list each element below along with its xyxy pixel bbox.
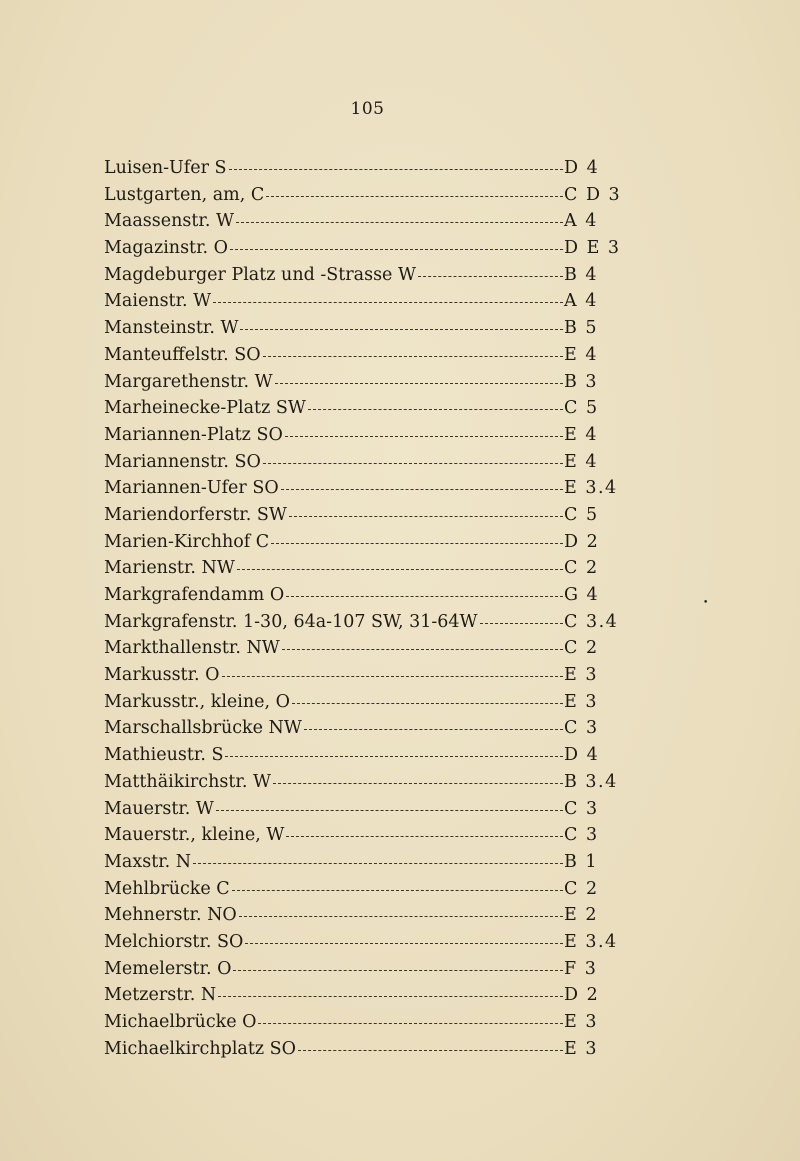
- dot-leader: [304, 729, 563, 730]
- index-entry: [104, 315, 634, 342]
- street-name: Markgrafenstr. 1-30, 64a-107 SW, 31-64W: [104, 611, 478, 632]
- street-name: Mauerstr. W: [104, 798, 214, 819]
- map-grid-reference: C 5: [564, 504, 599, 525]
- index-entry: [104, 982, 634, 1009]
- index-entry: [104, 208, 634, 235]
- map-grid-reference: C 3: [564, 798, 599, 819]
- street-name: Luisen-Ufer S: [104, 158, 227, 178]
- dot-leader: [273, 783, 563, 784]
- map-grid-reference: C D 3: [564, 184, 622, 205]
- map-grid-reference: D 4: [564, 158, 600, 178]
- dot-leader: [222, 676, 563, 677]
- dot-leader: [292, 703, 563, 704]
- page-number: 105: [350, 99, 385, 119]
- index-entry: [104, 422, 634, 449]
- dot-leader: [237, 569, 563, 570]
- index-entry: [104, 796, 634, 823]
- index-entry: [104, 715, 634, 742]
- dot-leader: [233, 970, 563, 971]
- street-name: Mariannen-Platz SO: [104, 424, 283, 445]
- street-index-list: [104, 155, 634, 1062]
- dot-leader: [298, 1050, 563, 1051]
- index-entry: [104, 235, 634, 262]
- dot-leader: [308, 409, 563, 410]
- map-grid-reference: B 3: [564, 371, 599, 392]
- dot-leader: [236, 222, 563, 223]
- dot-leader: [286, 836, 563, 837]
- index-entry: [104, 1009, 634, 1036]
- index-entry: [104, 929, 634, 956]
- index-entry: [104, 769, 634, 796]
- index-entry: [104, 529, 634, 556]
- street-name: Memelerstr. O: [104, 958, 232, 979]
- dot-leader: [282, 649, 563, 650]
- dot-leader: [193, 863, 563, 864]
- index-entry: [104, 849, 634, 876]
- dot-leader: [245, 943, 563, 944]
- street-name: Magazinstr. O: [104, 238, 229, 259]
- map-grid-reference: A 4: [564, 291, 598, 312]
- street-name: Markgrafendamm O: [104, 585, 285, 605]
- dot-leader: [480, 623, 563, 624]
- map-grid-reference: E 4: [564, 344, 598, 365]
- map-grid-reference: C 3: [564, 825, 599, 846]
- street-name: Michaelkirchplatz SO: [104, 1038, 296, 1059]
- street-name: Markusstr. O: [104, 665, 220, 686]
- street-name: Matthäikirchstr. W: [104, 771, 271, 792]
- street-name: Margarethenstr. W: [104, 371, 273, 392]
- dot-leader: [258, 1023, 563, 1024]
- index-entry: [104, 395, 634, 422]
- index-entry: [104, 555, 634, 582]
- index-entry: [104, 956, 634, 983]
- index-entry: [104, 689, 634, 716]
- street-name: Metzerstr. N: [104, 985, 217, 1006]
- street-name: Marheinecke-Platz SW: [104, 398, 306, 419]
- index-entry: [104, 155, 634, 182]
- index-entry: [104, 449, 634, 476]
- map-grid-reference: C 3: [564, 718, 599, 739]
- map-grid-reference: E 3.4: [564, 478, 618, 499]
- map-grid-reference: E 3.4: [564, 931, 618, 952]
- index-entry: [104, 369, 634, 396]
- dot-leader: [216, 810, 563, 811]
- map-grid-reference: F 3: [564, 958, 598, 979]
- map-grid-reference: E 4: [564, 424, 598, 445]
- map-grid-reference: D 4: [564, 745, 600, 766]
- map-grid-reference: E 3: [564, 1012, 598, 1032]
- dot-leader: [230, 249, 563, 250]
- dot-leader: [281, 489, 563, 490]
- dot-leader: [289, 516, 563, 517]
- index-entry: [104, 288, 634, 315]
- street-name: Marienstr. NW: [104, 558, 235, 579]
- index-entry: [104, 582, 634, 609]
- map-grid-reference: D 2: [564, 531, 600, 552]
- dot-leader: [213, 302, 563, 303]
- map-grid-reference: A 4: [564, 211, 598, 232]
- dot-leader: [240, 329, 563, 330]
- dot-leader: [275, 383, 563, 384]
- dot-leader: [218, 996, 563, 997]
- map-grid-reference: E 3: [564, 691, 598, 712]
- map-grid-reference: C 3.4: [564, 611, 619, 632]
- map-grid-reference: E 3: [564, 1038, 598, 1059]
- street-name: Maxstr. N: [104, 851, 192, 872]
- dot-leader: [263, 463, 563, 464]
- index-entry: [104, 742, 634, 769]
- map-grid-reference: B 4: [564, 264, 599, 285]
- dot-leader: [286, 596, 563, 597]
- map-grid-reference: B 3.4: [564, 771, 618, 792]
- map-grid-reference: C 2: [564, 638, 599, 659]
- index-entry: [104, 342, 634, 369]
- map-grid-reference: E 2: [564, 905, 598, 926]
- index-entry: [104, 876, 634, 903]
- margin-mark: •: [703, 598, 709, 608]
- index-entry: [104, 822, 634, 849]
- index-entry: [104, 262, 634, 289]
- index-entry: [104, 502, 634, 529]
- index-entry: [104, 609, 634, 636]
- map-grid-reference: B 5: [564, 318, 599, 339]
- dot-leader: [239, 916, 563, 917]
- map-grid-reference: B 1: [564, 851, 599, 872]
- street-name: Lustgarten, am, C: [104, 184, 265, 205]
- street-name: Mariannenstr. SO: [104, 451, 261, 472]
- map-grid-reference: D 2: [564, 985, 600, 1006]
- street-name: Mehnerstr. NO: [104, 905, 237, 926]
- dot-leader: [263, 356, 563, 357]
- map-grid-reference: C 2: [564, 558, 599, 579]
- street-name: Mauerstr., kleine, W: [104, 825, 285, 846]
- street-name: Mansteinstr. W: [104, 318, 239, 339]
- dot-leader: [229, 169, 563, 170]
- dot-leader: [285, 436, 563, 437]
- index-entry: [104, 182, 634, 209]
- map-grid-reference: D E 3: [564, 238, 621, 259]
- map-grid-reference: C 2: [564, 878, 599, 899]
- dot-leader: [418, 276, 563, 277]
- street-name: Mariendorferstr. SW: [104, 504, 287, 525]
- street-name: Markusstr., kleine, O: [104, 691, 290, 712]
- street-name: Manteuffelstr. SO: [104, 344, 261, 365]
- dot-leader: [266, 196, 563, 197]
- street-name: Melchiorstr. SO: [104, 931, 244, 952]
- dot-leader: [232, 890, 563, 891]
- dot-leader: [225, 756, 563, 757]
- index-entry: [104, 902, 634, 929]
- street-name: Marien-Kirchhof C: [104, 531, 270, 552]
- street-name: Marschallsbrücke NW: [104, 718, 302, 739]
- street-name: Maassenstr. W: [104, 211, 234, 232]
- index-entry: [104, 1036, 634, 1063]
- map-grid-reference: E 4: [564, 451, 598, 472]
- street-name: Markthallenstr. NW: [104, 638, 280, 659]
- street-name: Mehlbrücke C: [104, 878, 230, 899]
- map-grid-reference: G 4: [564, 585, 600, 605]
- index-entry: [104, 662, 634, 689]
- street-name: Mathieustr. S: [104, 745, 224, 766]
- street-name: Maienstr. W: [104, 291, 212, 312]
- index-entry: [104, 635, 634, 662]
- street-name: Magdeburger Platz und -Strasse W: [104, 264, 416, 285]
- street-name: Mariannen-Ufer SO: [104, 478, 279, 499]
- map-grid-reference: E 3: [564, 665, 598, 686]
- map-grid-reference: C 5: [564, 398, 599, 419]
- index-entry: [104, 475, 634, 502]
- street-name: Michaelbrücke O: [104, 1012, 257, 1032]
- dot-leader: [271, 543, 563, 544]
